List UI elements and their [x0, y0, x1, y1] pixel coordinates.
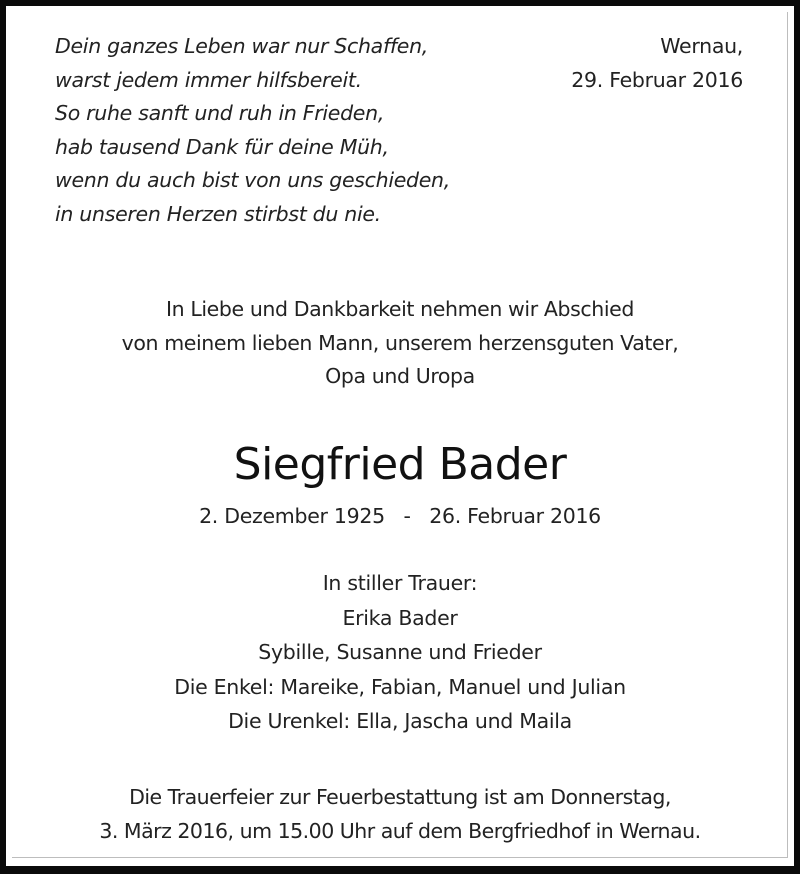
- mourners-heading: In stiller Trauer:: [322, 571, 478, 595]
- intro-line: von meinem lieben Mann, unserem herzensguten Vater,: [121, 330, 679, 355]
- intro-line: Opa und Uropa: [325, 364, 475, 388]
- mourner: Erika Bader: [342, 605, 458, 630]
- mourners-list: [6, 566, 794, 739]
- poem-line: wenn du auch bist von uns geschieden,: [55, 168, 450, 193]
- mourner: Sybille, Susanne und Frieder: [258, 640, 542, 665]
- intro-line: In Liebe und Dankbarkeit nehmen wir Abschied: [166, 297, 634, 321]
- poem-line: Dein ganzes Leben war nur Schaffen,: [55, 34, 429, 58]
- poem-line: So ruhe sanft und ruh in Frieden,: [55, 101, 385, 126]
- deceased-name: Siegfried Bader: [233, 439, 567, 490]
- mourner: Die Enkel: Mareike, Fabian, Manuel und Julian: [174, 674, 626, 699]
- place: Wernau,: [660, 34, 743, 58]
- poem-line: hab tausend Dank für deine Müh,: [55, 134, 389, 159]
- poem-line: in unseren Herzen stirbst du nie.: [55, 201, 381, 226]
- publication-date: 29. Februar 2016: [571, 67, 743, 92]
- mourner: Die Urenkel: Ella, Jascha und Maila: [228, 709, 572, 734]
- ceremony-line: Die Trauerfeier zur Feuerbestattung ist am Donnerstag,: [129, 785, 671, 809]
- farewell-intro: [6, 293, 794, 394]
- life-dates: 2. Dezember 1925 - 26. Februar 2016: [199, 504, 601, 528]
- place-and-date: [571, 30, 743, 97]
- ceremony-info: [6, 780, 794, 848]
- poem-line: warst jedem immer hilfsbereit.: [55, 67, 362, 92]
- ceremony-line: 3. März 2016, um 15.00 Uhr auf dem Bergfriedhof in Wernau.: [99, 819, 701, 843]
- memorial-poem: [55, 30, 450, 232]
